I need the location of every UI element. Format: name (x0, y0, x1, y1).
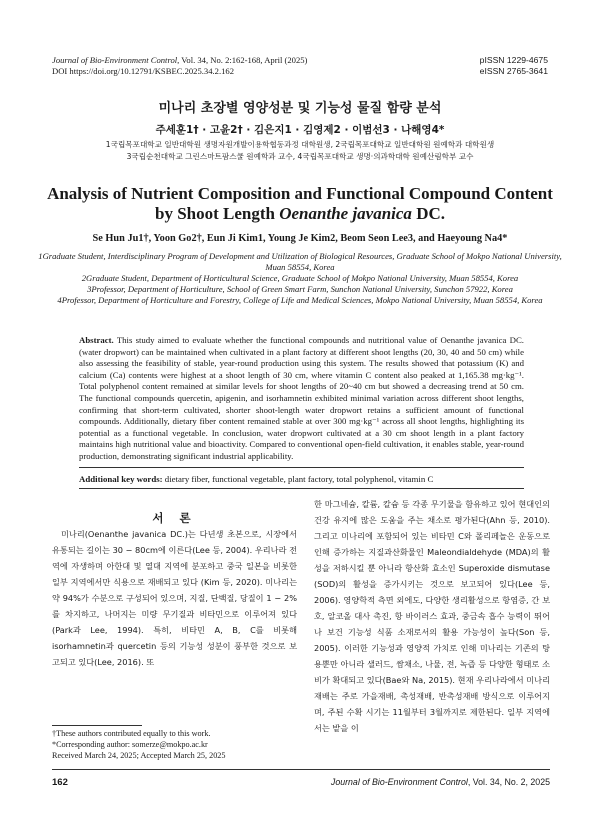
page-number: 162 (52, 777, 68, 788)
equal-contribution-note: †These authors contributed equally to this work. (52, 729, 211, 738)
korean-affiliations (40, 139, 560, 163)
keywords (79, 474, 524, 485)
eissn: eISSN 2765-3641 (479, 66, 548, 76)
affiliation: 3Professor, Department of Horticulture, School of Green Smart Farm, Sunchon National University, Sunchon 57922, Korea (87, 284, 513, 294)
affiliation: 2Graduate Student, Department of Horticultural Science, Graduate School of Mokpo National University, Muan 58554, Korea (81, 273, 519, 283)
footnotes (52, 728, 297, 761)
korean-affiliation-line: 1국립목포대학교 일반대학원 생명자원개발이용학협동과정 대학원생, 2국립목포대학교 일반대학원 원예학과 대학원생 (105, 140, 495, 149)
section-heading-introduction: 서 론 (152, 511, 197, 525)
english-title (40, 184, 560, 224)
issn-block (480, 55, 548, 77)
abstract-label: Abstract. (79, 335, 114, 345)
keywords-divider (79, 488, 524, 489)
footer-issue: , Vol. 34, No. 2, 2025 (467, 777, 550, 787)
english-affiliations (30, 251, 570, 306)
footer-journal (331, 777, 550, 787)
keywords-text: dietary fiber, functional vegetable, plant factory, total polyphenol, vitamin C (162, 474, 434, 484)
abstract (79, 335, 524, 463)
footer-journal-name: Journal of Bio-Environment Control (330, 777, 468, 787)
corresponding-author-note: *Corresponding author: somerze@mokpo.ac.kr (52, 740, 208, 749)
intro-right-column: 한 마그네슘, 칼륨, 칼슘 등 각종 무기물을 함유하고 있어 현대인의 건강 유지에 많은 도움을 주는 채소로 평가된다(Ahn 등, 2010). 그리고 미나리에 포함되어 있는 비타민 C와 폴리페놀은 운동으로 인해 증가하는 지질과산화물인 Maleondialdehyde (MDA)의 활성을 저하시킬 뿐 아니라 항산화 효소인 Superoxide dismutase (SOD)의 활성을 증가시키는 것으로 보고되어 있다(Lee 등, 2006). 영양학적 측면 외에도, 다양한 생리활성으로 항염증, 간 보호, 알코올 대사 촉진, 항 바이러스 효과, 중금속 흡수 능력이 뛰어나 보건 기능성 식품 소재로서의 활용 가능성이 높다(Son 등, 2005). 이러한 기능성과 영양적 가치로 인해 미나리는 기존의 탕용뿐만 아니라 샐러드, 쌈채소, 나물, 전, 녹즙 등 다양한 형태로 소비가 확대되고 있다(Bae와 Na, 2015). 현재 우리나라에서 미나리 재배는 주로 가을재배, 촉성재배, 반촉성재배 방식으로 이루어지며, 주된 수확 시기는 11월부터 3월까지로 제한된다. 일부 지역에서는 밭을 이 (314, 499, 550, 733)
affiliation: 1Graduate Student, Interdisciplinary Program of Development and Utilization of Biological Resources, Graduate School of Mokpo National University, Muan 58554, Korea (38, 251, 562, 272)
pissn: pISSN 1229-4675 (479, 55, 548, 65)
footer-divider (52, 769, 550, 770)
korean-authors: 주세훈1† · 고윤2† · 김은지1 · 김영제2 · 이범선3 · 나해영4* (155, 124, 445, 136)
english-authors: Se Hun Ju1†, Yoon Go2†, Eun Ji Kim1, Young Je Kim2, Beom Seon Lee3, and Haeyoung Na4* (92, 233, 508, 244)
journal-name: Journal of Bio-Environment Control (52, 55, 178, 65)
abstract-divider (79, 467, 524, 468)
citation-line (52, 55, 307, 66)
korean-title: 미나리 초장별 영양성분 및 기능성 물질 함량 분석 (158, 101, 442, 116)
intro-left-column: 미나리(Oenanthe javanica DC.)는 다년생 초본으로, 시장에서 유통되는 길이는 30 − 80cm에 이른다(Lee 등, 2004). 우리나라 전역에 자생하며 아한대 및 열대 지역에 분포하고 중국 일본을 비롯한 일부 지역에서만 식용으로 재배되고 있다 (Kim 등, 2020). 미나리는 약 94%가 수분으로 구성되어 있으며, 지질, 단백질, 당질이 1 − 2%를 차지하고, 나머지는 미량 무기질과 비타민으로 이루어져 있다(Park과 Lee, 1994). 특히, 비타민 A, B, C를 비롯해 isorhamnetin과 quercetin 등의 기능성 성분이 풍부한 것으로 보고되고 있다(Lee, 2016). 또 (52, 529, 297, 667)
footnote-divider (52, 725, 142, 726)
abstract-text: This study aimed to evaluate whether the functional compounds and nutritional value of Oenanthe javanica DC. (water dropwort) can be maintained when cultivated in a plant factory at different shoot lengths (20, 30, 40 and 50 cm) while also assessing the feasibility of stable, year-round production using this system. The results showed that potassium (K) and calcium (Ca) contents were highest at a shoot length of 30 cm, where vitamin C content also peaked at 1,165.38 mg·kg⁻¹. Total polyphenol content remained at similar levels for shoot lengths of 20~40 cm but showed a decreasing trend at 50 cm. The functional compounds quercetin, apigenin, and isorhamnetin exhibited minimal variation across different shoot lengths, confirming that short-term cultivated, shorter shoot-length water dropwort retains a sufficient amount of functional compounds. Additionally, dietary fiber content remained stable at over 300 mg·kg⁻¹ across all shoot lengths, highlighting its potential as a functional vegetable. In conclusion, water dropwort cultivated at a 30 cm shoot length in a plant factory maintains high nutritional value and bioactivity. Compared to conventional open-field cultivation, it enables stable, year-round production, demonstrating significant industrial applicability. (79, 335, 524, 461)
keywords-label: Additional key words: (79, 474, 163, 484)
received-accepted-dates: Received March 24, 2025; Accepted March 25, 2025 (52, 751, 226, 760)
title-main: Analysis of Nutrient Composition and Functional Compound Content by Shoot Length (47, 184, 553, 223)
title-suffix: DC. (411, 204, 445, 223)
title-species: Oenanthe javanica (279, 204, 412, 223)
korean-affiliation-line: 3국립순천대학교 그린스마트팜스쿨 원예학과 교수, 4국립목포대학교 생명·의과학대학 원예산림학부 교수 (126, 152, 474, 161)
citation: , Vol. 34, No. 2:162-168, April (2025) (177, 55, 308, 65)
affiliation: 4Professor, Department of Horticulture and Forestry, College of Life and Medical Sciences, Mokpo National University, Muan 58554, Korea (57, 295, 543, 305)
journal-header (52, 55, 307, 77)
doi[interactable]: DOI https://doi.org/10.12791/KSBEC.2025.34.2.162 (52, 66, 234, 76)
